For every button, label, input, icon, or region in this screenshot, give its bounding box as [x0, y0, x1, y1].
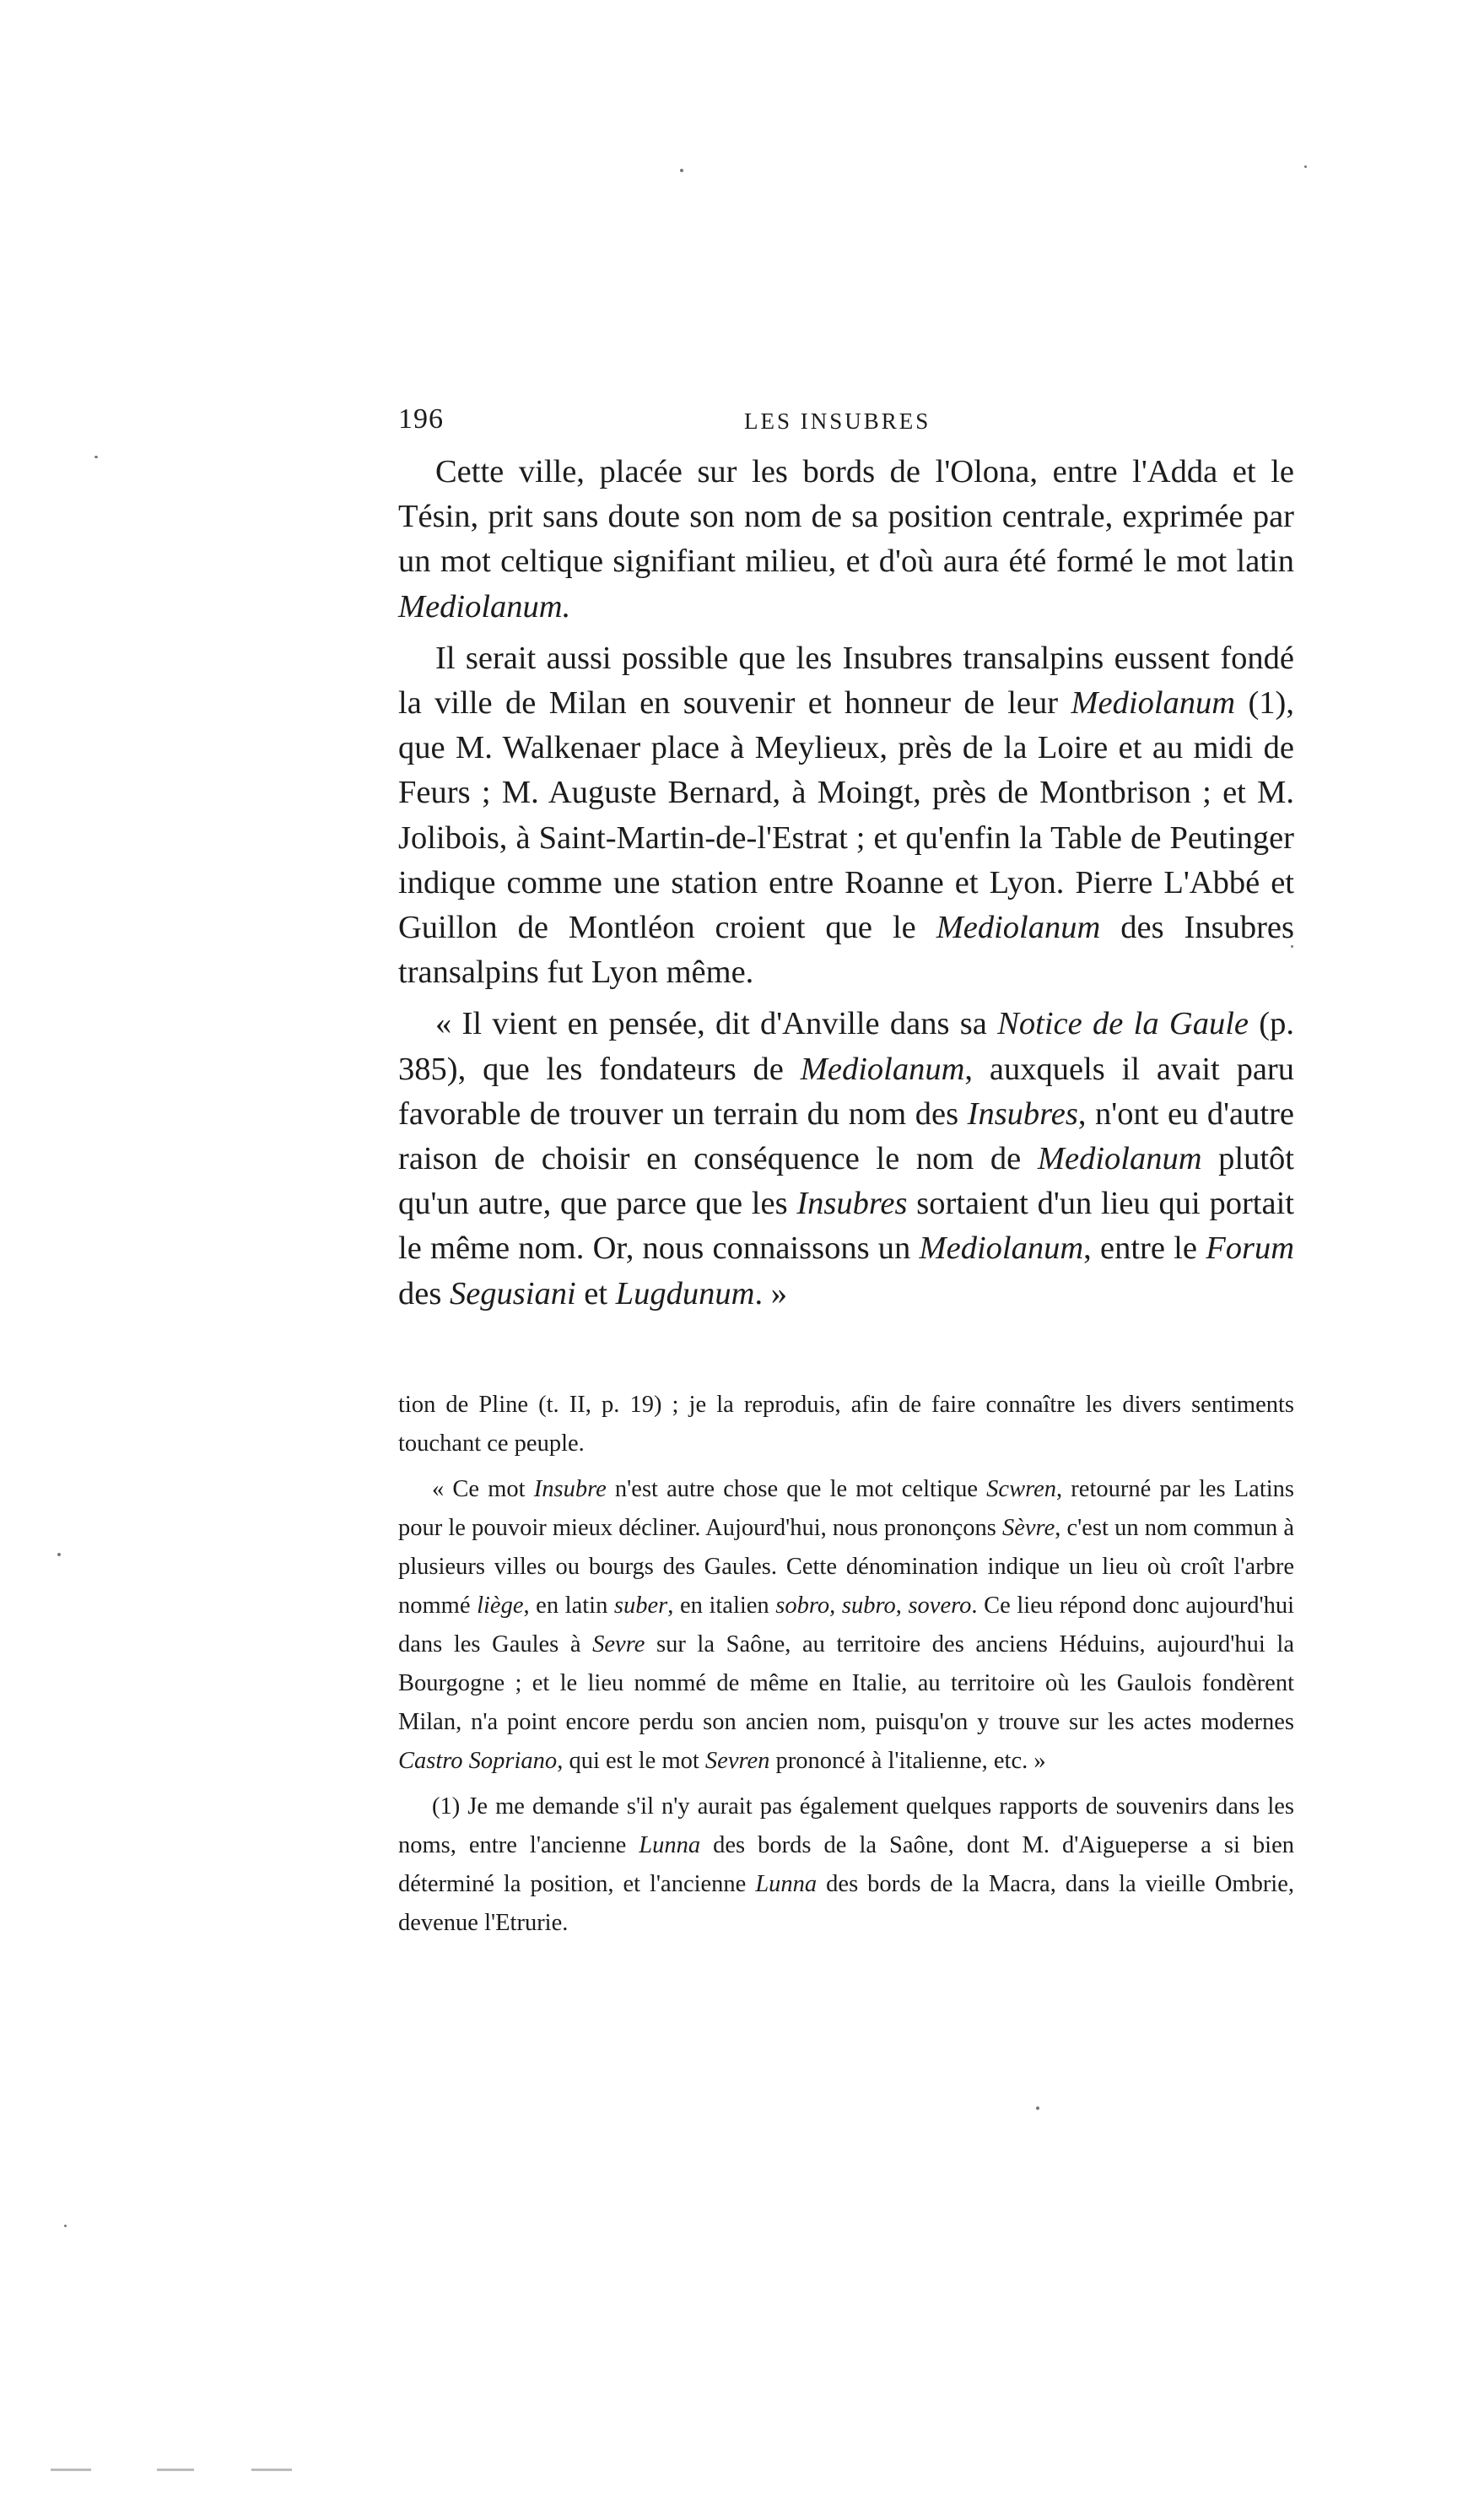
italic-term: Sevren — [704, 1748, 770, 1774]
text-run: , qui est le mot — [557, 1748, 705, 1774]
text-run: (1) Je me demande s'il n'y aurait pas également quelques rapports de souvenirs dans les noms, entre l'ancienne — [398, 1793, 1294, 1858]
paragraph-1 — [398, 450, 1294, 630]
italic-term: Lugdunum — [615, 1275, 755, 1311]
speck — [94, 456, 98, 458]
text-run: des bords de la Saône, dont M. d'Aigueperse a si bien déterminé la position, et l'ancienne — [398, 1832, 1294, 1897]
italic-term: sovero — [908, 1593, 972, 1619]
main-text — [398, 450, 1294, 1323]
italic-term: Lunna — [755, 1871, 818, 1897]
edge-mark — [157, 2469, 194, 2471]
italic-title: Notice de la Gaule — [997, 1006, 1249, 1042]
paragraph-3-quotation — [398, 1002, 1294, 1316]
italic-term: Mediolanum — [1071, 685, 1236, 722]
speck — [1304, 165, 1307, 168]
footnote-1 — [398, 1787, 1294, 1943]
italic-term: Mediolanum — [919, 1230, 1084, 1267]
italic-term: Sèvre — [1002, 1515, 1055, 1541]
italic-term: Mediolanum. — [398, 588, 571, 625]
text-run: et — [575, 1275, 616, 1311]
speck — [64, 2225, 67, 2227]
text-run: Cette ville, placée sur les bords de l'Olona, entre l'Adda et le Tésin, prit sans doute son nom de sa position centrale, exprimée par un mot celtique signifiant milieu, et d'où aura été formé le mot latin — [398, 454, 1294, 580]
text-run: sortaient d'un lieu qui portait le même nom. Or, nous connaissons un — [398, 1186, 1294, 1267]
italic-term: suber — [613, 1593, 668, 1619]
page-header — [398, 403, 1292, 446]
text-run: des Insubres transalpins fut Lyon même. — [398, 910, 1294, 991]
text-run: , retourné par les Latins pour le pouvoir mieux décliner. Aujourd'hui, nous prononçons — [398, 1476, 1295, 1541]
italic-term: Sevre — [592, 1631, 645, 1657]
text-run: , en italien — [667, 1593, 776, 1619]
italic-term: Mediolanum — [936, 910, 1101, 946]
text-run: sur la Saône, au territoire des anciens Héduins, aujourd'hui la Bourgogne ; et le lieu nommé de même en Italie, au territoire où les Gaulois fondèrent Milan, n'a point encore perdu son ancien nom, puisqu'on y trouve sur les actes modernes — [398, 1631, 1294, 1735]
text-run: , n'ont eu d'autre raison de choisir en conséquence le nom de — [398, 1095, 1294, 1177]
speck — [1036, 2106, 1039, 2110]
text-run: des — [398, 1275, 450, 1311]
italic-term: Insubres — [796, 1186, 908, 1222]
italic-term: Lunna — [639, 1832, 701, 1858]
text-run: (p. 385), que les fondateurs de — [398, 1006, 1294, 1087]
text-run: des bords de la Macra, dans la vieille Ombrie, devenue l'Etrurie. — [398, 1871, 1294, 1936]
speck — [1291, 945, 1293, 948]
italic-term: Castro Sopriano — [398, 1748, 558, 1774]
speck — [57, 1553, 61, 1556]
edge-mark — [51, 2469, 91, 2471]
text-run: , c'est un nom commun à plusieurs villes ou bourgs des Gaules. Cette dénomination indique un lieu où croît l'arbre nommé — [398, 1515, 1295, 1619]
italic-term: Insubres — [967, 1095, 1078, 1132]
text-run: Il serait aussi possible que les Insubres transalpins eussent fondé la ville de Milan en souvenir et honneur de leur — [398, 640, 1294, 722]
italic-term: Segusiani — [449, 1275, 576, 1311]
running-title: LES INSUBRES — [744, 408, 931, 434]
text-run: , en latin — [523, 1593, 614, 1619]
italic-term: Mediolanum — [1037, 1141, 1202, 1177]
speck — [680, 169, 683, 172]
edge-mark — [251, 2469, 292, 2471]
text-run: , auxquels il avait paru favorable de trouver un terrain du nom des — [398, 1051, 1294, 1132]
footnote-quotation — [398, 1470, 1294, 1781]
italic-term: Mediolanum — [800, 1051, 965, 1087]
italic-term: Forum — [1206, 1230, 1295, 1267]
italic-term: Scwren — [986, 1476, 1057, 1502]
italic-term: sobro, subro — [775, 1593, 896, 1619]
text-run: (1), que M. Walkenaer place à Meylieux, près de la Loire et au midi de Feurs ; M. Auguste Bernard, à Moingt, près de Montbrison ; et M. Jolibois, à Saint-Martin-de-l'Estrat ; et qu'enfin la Table de Peutinger indique comme une station entre Roanne et Lyon. Pierre L'Abbé et Guillon de Montléon croient que le — [398, 685, 1294, 946]
italic-term: liège — [477, 1593, 524, 1619]
text-run: . » — [754, 1275, 787, 1311]
text-run: « Ce mot — [432, 1476, 534, 1502]
paragraph-2 — [398, 636, 1294, 996]
footnotes — [398, 1386, 1294, 1950]
text-run: « Il vient en pensée, dit d'Anville dans sa — [435, 1006, 998, 1042]
text-run: , entre le — [1083, 1230, 1206, 1267]
text-run: plutôt qu'un autre, que parce que les — [398, 1141, 1294, 1222]
text-run: , — [895, 1593, 909, 1619]
footnote-continuation: tion de Pline (t. II, p. 19) ; je la reproduis, afin de faire connaître les divers sentiments touchant ce peuple. — [398, 1392, 1294, 1457]
text-run: . Ce lieu répond donc aujourd'hui dans les Gaules à — [398, 1593, 1295, 1657]
page-number: 196 — [398, 403, 444, 435]
text-run: prononcé à l'italienne, etc. » — [769, 1748, 1046, 1774]
italic-term: Insubre — [533, 1476, 607, 1502]
text-run: n'est autre chose que le mot celtique — [606, 1476, 987, 1502]
